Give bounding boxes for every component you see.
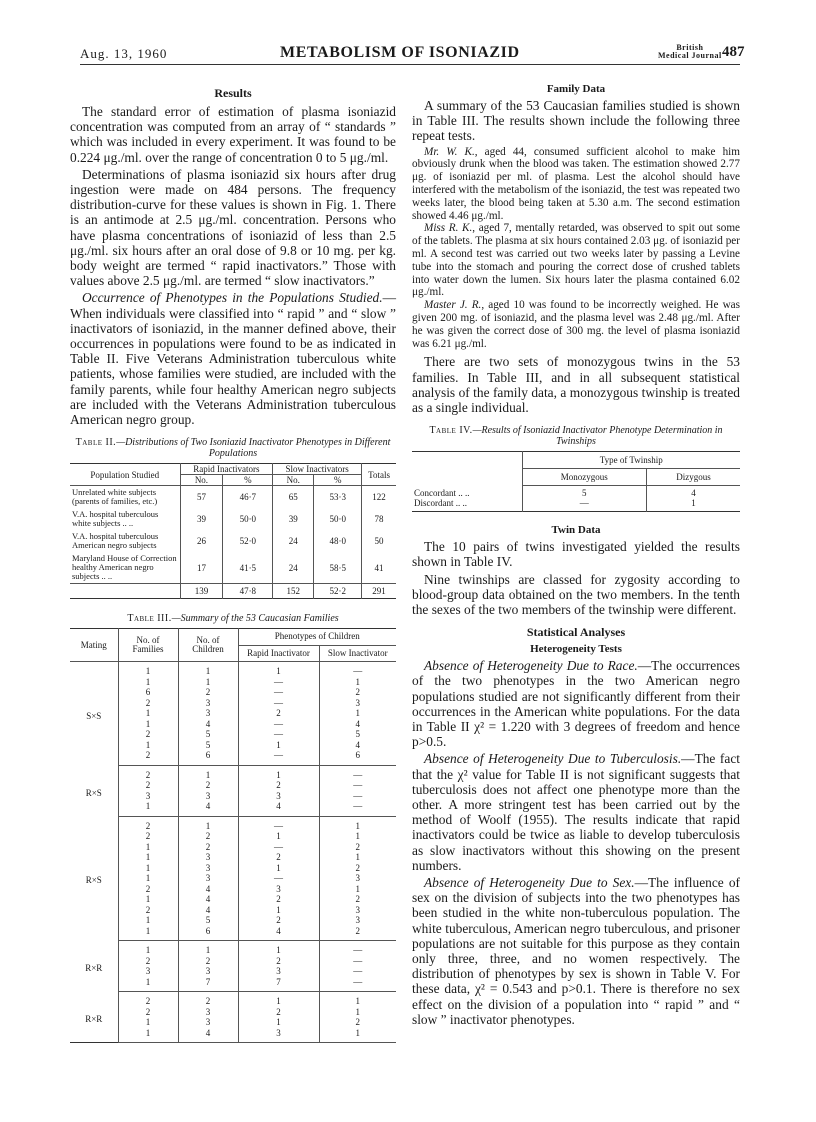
results-heading: Results [214,86,252,100]
paragraph: Determinations of plasma isoniazid six hours after drug ingestion were made on 484 persons. The frequency distribution-curve for these values is shown in Fig. 1. There is an antimode at 2.5 μg./ml. concentration. Persons who have plasma concentrations of isoniazid of less than 2.5 μg./ml. six hours after an oral dose of 9.8 or 10 mg. per kg. body weight are termed “ rapid inactivators.” Those with values above 2.5 μg./ml. are termed “ slow inactivators.” [70,166,396,289]
case-text: , aged 10 was found to be incorrectly weighed. He was given 200 mg. of isoniazid, and the plasma level was 2.48 μg./ml. After he was given the correct dose of 300 mg. the level of plasma isoniazid was 6.21 μg./ml. [412,299,740,350]
table-row [70,926,396,941]
cell: 5 [178,740,238,751]
right-column [412,80,740,1029]
col-type: Type of Twinship [522,452,740,469]
table-row [70,884,396,895]
cell: 2 [319,894,396,905]
family-data-heading: Family Data [546,83,606,95]
paragraph [70,290,396,427]
cell: 2 [178,687,238,698]
cell: 2 [118,905,178,916]
table2-title: —Distributions of Two Isoniazid Inactivator Phenotypes in Different Populations [116,437,391,460]
table-row [70,801,396,816]
cell: 1 [238,831,319,842]
cell: 2 [118,831,178,842]
case-name: Miss R. K. [424,222,473,235]
table-row [412,486,740,499]
table-row [70,915,396,926]
cell: 52·0 [223,530,273,552]
table-row [70,486,396,509]
mating-cell: R×R [85,1013,103,1024]
twin-data-heading: Twin Data [551,524,601,537]
table-row [70,677,396,688]
col-children: No. of Children [178,629,238,662]
cell: 2 [178,992,238,1007]
cell: — [238,842,319,853]
cell: 1 [319,1028,396,1043]
cell: — [238,729,319,740]
cell: 1 [118,1017,178,1028]
cell: 3 [178,698,238,709]
cell: 3 [319,698,396,709]
case-text: , aged 44, consumed sufficient alcohol to make him obviously drunk when the blood was taken. The estimation showed 2.77 μg. of isoniazid per ml. of plasma. Lest the alcohol should have interfered with the metabolism of the isoniazid, the test was repeated two weeks later, the blood being taken at 5.30 a.m. The second estimation showed 4.46 μg./ml. [412,145,740,222]
cell: 3 [238,966,319,977]
col-phenotypes: Phenotypes of Children [238,629,396,646]
cell: 2 [118,698,178,709]
table-row [70,1028,396,1043]
cell: 2 [118,765,178,780]
col-pct: % [223,475,273,486]
cell: 2 [178,831,238,842]
cell: 3 [178,1017,238,1028]
cell: 1 [118,662,178,677]
paragraph-text: —The fact that the χ² value for Table II is not significant suggests that tuberculosis does not affect one phenotype more than the other. A more stringent test has been carried out by the method of Woolf (1955). The results indicate that rapid inactivators could be twice as liable to develop tuberculosis as slow inactivators without this showing on the present numbers. [412,751,741,873]
cell: 48·0 [314,530,362,552]
col-population: Population Studied [70,464,180,486]
case-report [412,299,740,350]
cell: 4 [238,926,319,941]
table4-caption [412,425,740,447]
mating-cell: S×S [86,710,102,721]
cell: 6 [118,687,178,698]
table-row [412,499,740,512]
case-name: Master J. R. [424,299,482,312]
table-row [70,687,396,698]
cell: 3 [118,791,178,802]
table-row [70,873,396,884]
cell: 4 [178,1028,238,1043]
cell: 4 [319,719,396,730]
table-2 [70,463,396,599]
paragraph-text: —When individuals were classified into “ rapid ” and “ slow ” inactivators of isoniazid, in the manner defined above, their occurrences in populations were found to be as indicated in Table II. Five Veterans Administration tuberculous white patients, whose families were studied, are included with the family parents, while four healthy American negro subjects are included with the Veterans Administration tuberculous American negro group. [70,290,396,428]
table-row [70,966,396,977]
col-rapid: Rapid Inactivators [180,464,273,475]
table-3 [70,628,396,1043]
cell: — [319,977,396,992]
subsection-title: Occurrence of Phenotypes in the Populations Studied. [82,290,383,306]
population-cell: Maryland House of Correction healthy American negro subjects .. .. [72,553,177,582]
paragraph: Nine twinships are classed for zygosity according to blood-group data obtained on the two members. In the tenth the sexes of the two members of the twinship were different. [412,571,740,617]
cell: — [522,499,647,512]
cell: 1 [118,863,178,874]
table-row [70,941,396,956]
table-row [70,530,396,552]
cell: 1 [178,677,238,688]
col-rapid-inactivator: Rapid Inactivator [238,645,319,662]
cell: 46·7 [223,486,273,509]
cell: 1 [118,801,178,816]
cell: 1 [118,740,178,751]
table-row [70,780,396,791]
total-cell: 52·2 [314,584,362,599]
cell: 2 [319,1017,396,1028]
cell: — [319,801,396,816]
cell: 41 [362,552,396,584]
cell: — [319,941,396,956]
cell: 2 [319,863,396,874]
table-row [70,719,396,730]
cell: 2 [118,992,178,1007]
cell: 4 [178,719,238,730]
cell: 1 [118,1028,178,1043]
cell: 1 [319,992,396,1007]
cell: 2 [118,1007,178,1018]
cell: 2 [238,1007,319,1018]
cell: 1 [178,765,238,780]
table-row [70,750,396,765]
table-row [70,905,396,916]
cell: 3 [319,873,396,884]
table-row [70,852,396,863]
population-cell: V.A. hospital tuberculous American negro subjects [72,531,159,551]
cell: — [319,765,396,780]
issue-date: Aug. 13, 1960 [80,46,168,61]
cell: 2 [118,816,178,831]
table4-label: Table IV. [429,425,473,437]
table-4 [412,451,740,512]
cell: 2 [178,956,238,967]
cell: 1 [238,863,319,874]
col-no: No. [273,475,314,486]
total-cell: 152 [273,584,314,599]
page-number: 487 [722,44,745,60]
paragraph: A summary of the 53 Caucasian families studied is shown in Table III. The results shown include the following three repeat tests. [412,98,740,144]
cell: 1 [319,884,396,895]
table-row [70,842,396,853]
cell: 4 [178,884,238,895]
cell: 3 [238,1028,319,1043]
cell: 2 [238,780,319,791]
cell: 2 [238,708,319,719]
row-label: Concordant .. .. [414,487,470,498]
cell: 4 [178,894,238,905]
table4-title: —Results of Isoniazid Inactivator Phenotype Determination in Twinships [472,425,723,448]
cell: 3 [178,852,238,863]
cell: 3 [178,863,238,874]
paragraph: There are two sets of monozygous twins in the 53 families. In Table III, and in all subsequent statistical analysis of the family data, a monozygous twinship is treated as a single individual. [412,354,740,415]
cell: 2 [319,687,396,698]
table-row [70,956,396,967]
journal-line-2: Medical Journal [658,51,722,60]
blank-cell [70,584,180,599]
total-cell: 47·8 [223,584,273,599]
cell: 1 [118,842,178,853]
cell: 41·5 [223,552,273,584]
col-slow: Slow Inactivators [273,464,362,475]
cell: 2 [319,926,396,941]
cell: 65 [273,486,314,509]
cell: 26 [180,530,223,552]
col-totals: Totals [362,464,396,486]
cell: 3 [238,791,319,802]
cell: 3 [319,905,396,916]
cell: — [319,791,396,802]
cell: 2 [118,884,178,895]
cell: 3 [178,1007,238,1018]
cell: 78 [362,508,396,530]
cell: 1 [178,941,238,956]
cell: 2 [238,894,319,905]
table3-label: Table III. [127,613,172,625]
case-report [412,222,740,299]
cell: 1 [319,831,396,842]
cell: 1 [118,719,178,730]
cell: 3 [178,966,238,977]
cell: — [238,698,319,709]
cell: 6 [178,926,238,941]
cell: 2 [118,729,178,740]
mating-cell: R×S [85,875,102,886]
running-title: METABOLISM OF ISONIAZID [280,44,520,61]
cell: 24 [273,530,314,552]
cell: 3 [178,873,238,884]
table3-title: —Summary of the 53 Caucasian Families [171,613,339,625]
cell: 1 [319,816,396,831]
col-blank [412,452,522,486]
cell: 1 [238,765,319,780]
cell: — [238,873,319,884]
cell: 1 [238,905,319,916]
cell: 5 [178,729,238,740]
cell: 1 [238,740,319,751]
journal-name [658,44,722,60]
cell: — [238,816,319,831]
cell: 50·0 [223,508,273,530]
paragraph-text: —The influence of sex on the division of subjects into the two phenotypes has been studied in the white non-tuberculous population. The white tuberculous, American negro tuberculous, and prisoner populations are not suitable for this purpose as they contain only three, three, and no women respectively. The distribution of phenotypes by sex is shown in Table V. For these data, χ² = 0.543 and p>0.1. There is therefore no sex effect on the division of a population into “ rapid ” and “ slow ” inactivator phenotypes. [412,875,740,1027]
cell: 2 [118,956,178,967]
case-text: , aged 7, mentally retarded, was observed to spit out some of the tablets. The plasma at six hours contained 2.03 μg. of isoniazid per ml. A second test was carried out two weeks later by passing a Levine tube into the stomach and pouring the correct dose of crushed tablets into water down the lumen. Six hours later the plasma contained 6.02 μg./ml. [412,222,740,299]
row-label: Discordant .. .. [414,497,467,508]
col-monozygous: Monozygous [522,469,647,486]
cell: 4 [178,905,238,916]
cell: 122 [362,486,396,509]
cell: 2 [238,852,319,863]
subsection-title: Absence of Heterogeneity Due to Sex. [424,875,635,891]
table-row [70,831,396,842]
table-row [70,662,396,677]
cell: 3 [118,966,178,977]
cell: 2 [238,915,319,926]
cell: 7 [238,977,319,992]
cell: 1 [178,816,238,831]
cell: 53·3 [314,486,362,509]
cell: 1 [238,941,319,956]
table-row [70,740,396,751]
cell: 6 [178,750,238,765]
cell: 17 [180,552,223,584]
total-cell: 139 [180,584,223,599]
cell: 1 [319,677,396,688]
cell: 5 [178,915,238,926]
heterogeneity-heading: Heterogeneity Tests [530,643,622,656]
population-cell: V.A. hospital tuberculous white subjects .. .. [72,509,159,529]
cell: 39 [273,508,314,530]
paragraph: The 10 pairs of twins investigated yielded the results shown in Table IV. [412,539,740,570]
cell: 1 [319,852,396,863]
cell: 1 [118,894,178,905]
table-row [70,552,396,584]
subsection-title: Absence of Heterogeneity Due to Tuberculosis. [424,751,682,767]
cell: — [319,780,396,791]
total-cell: 291 [362,584,396,599]
paragraph [412,658,740,749]
cell: — [238,677,319,688]
totals-row [70,584,396,599]
cell: 24 [273,552,314,584]
case-report [412,146,740,223]
header-rule [80,64,740,65]
journal-line-1: British [676,43,704,52]
cell: — [319,956,396,967]
cell: 1 [118,708,178,719]
cell: 5 [522,486,647,499]
cell: 1 [238,1017,319,1028]
cell: 39 [180,508,223,530]
mating-cell: R×S [85,787,102,798]
cell: 50 [362,530,396,552]
cell: — [319,662,396,677]
cell: 1 [118,915,178,926]
cell: 57 [180,486,223,509]
statistical-analyses-heading: Statistical Analyses [526,625,626,640]
cell: — [319,966,396,977]
cell: 1 [647,499,740,512]
case-name: Mr. W. K. [424,145,475,158]
cell: 50·0 [314,508,362,530]
col-pct: % [314,475,362,486]
table-row [70,1017,396,1028]
table-row [70,765,396,780]
table2-caption [70,437,396,459]
cell: 1 [118,873,178,884]
cell: 1 [319,708,396,719]
cell: 1 [178,662,238,677]
table2-label: Table II. [75,437,117,449]
paragraph-text: —The occurrences of the two phenotypes in the two American negro populations studied are not significantly different from their occurrences in the American white populations. For the data in Table II χ² = 1.220 with 3 degrees of freedom and hence p>0.5. [412,658,740,750]
cell: 1 [118,926,178,941]
left-column [70,80,396,1043]
table-row [70,698,396,709]
col-slow-inactivator: Slow Inactivator [319,645,396,662]
cell: — [238,687,319,698]
col-dizygous: Dizygous [647,469,740,486]
population-cell: Unrelated white subjects (parents of families, etc.) [72,487,158,507]
cell: 2 [178,842,238,853]
col-families: No. of Families [118,629,178,662]
paragraph: The standard error of estimation of plasma isoniazid concentration was computed from an array of “ standards ” which was included in every experiment. It was found to be 0.224 μg./ml. over the range of concentration 0 to 5 μg./ml. [70,104,396,165]
table-row [70,816,396,831]
cell: 58·5 [314,552,362,584]
cell: 4 [647,486,740,499]
cell: 2 [118,750,178,765]
table-row [70,894,396,905]
table-row [70,863,396,874]
cell: 1 [118,941,178,956]
col-mating: Mating [70,629,118,662]
table3-caption [70,613,396,624]
table-row [70,992,396,1007]
cell: 1 [319,1007,396,1018]
cell: — [238,750,319,765]
table-row [70,708,396,719]
table-row [70,791,396,802]
table-row [70,977,396,992]
cell: 1 [118,852,178,863]
cell: 2 [178,780,238,791]
cell: 1 [238,992,319,1007]
cell: 3 [238,884,319,895]
cell: 3 [319,915,396,926]
cell: 7 [178,977,238,992]
cell: — [238,719,319,730]
cell: 2 [238,956,319,967]
cell: 5 [319,729,396,740]
subsection-title: Absence of Heterogeneity Due to Race. [424,658,638,674]
mating-cell: R×R [85,963,103,974]
col-no: No. [180,475,223,486]
cell: 1 [118,677,178,688]
cell: 4 [178,801,238,816]
cell: 3 [178,708,238,719]
table-row [70,729,396,740]
cell: 1 [238,662,319,677]
paragraph [412,875,740,1027]
table-row [70,1007,396,1018]
cell: 1 [118,977,178,992]
cell: 3 [178,791,238,802]
paragraph [412,751,740,873]
cell: 2 [319,842,396,853]
cell: 2 [118,780,178,791]
cell: 4 [238,801,319,816]
cell: 4 [319,740,396,751]
cell: 6 [319,750,396,765]
table-row [70,508,396,530]
